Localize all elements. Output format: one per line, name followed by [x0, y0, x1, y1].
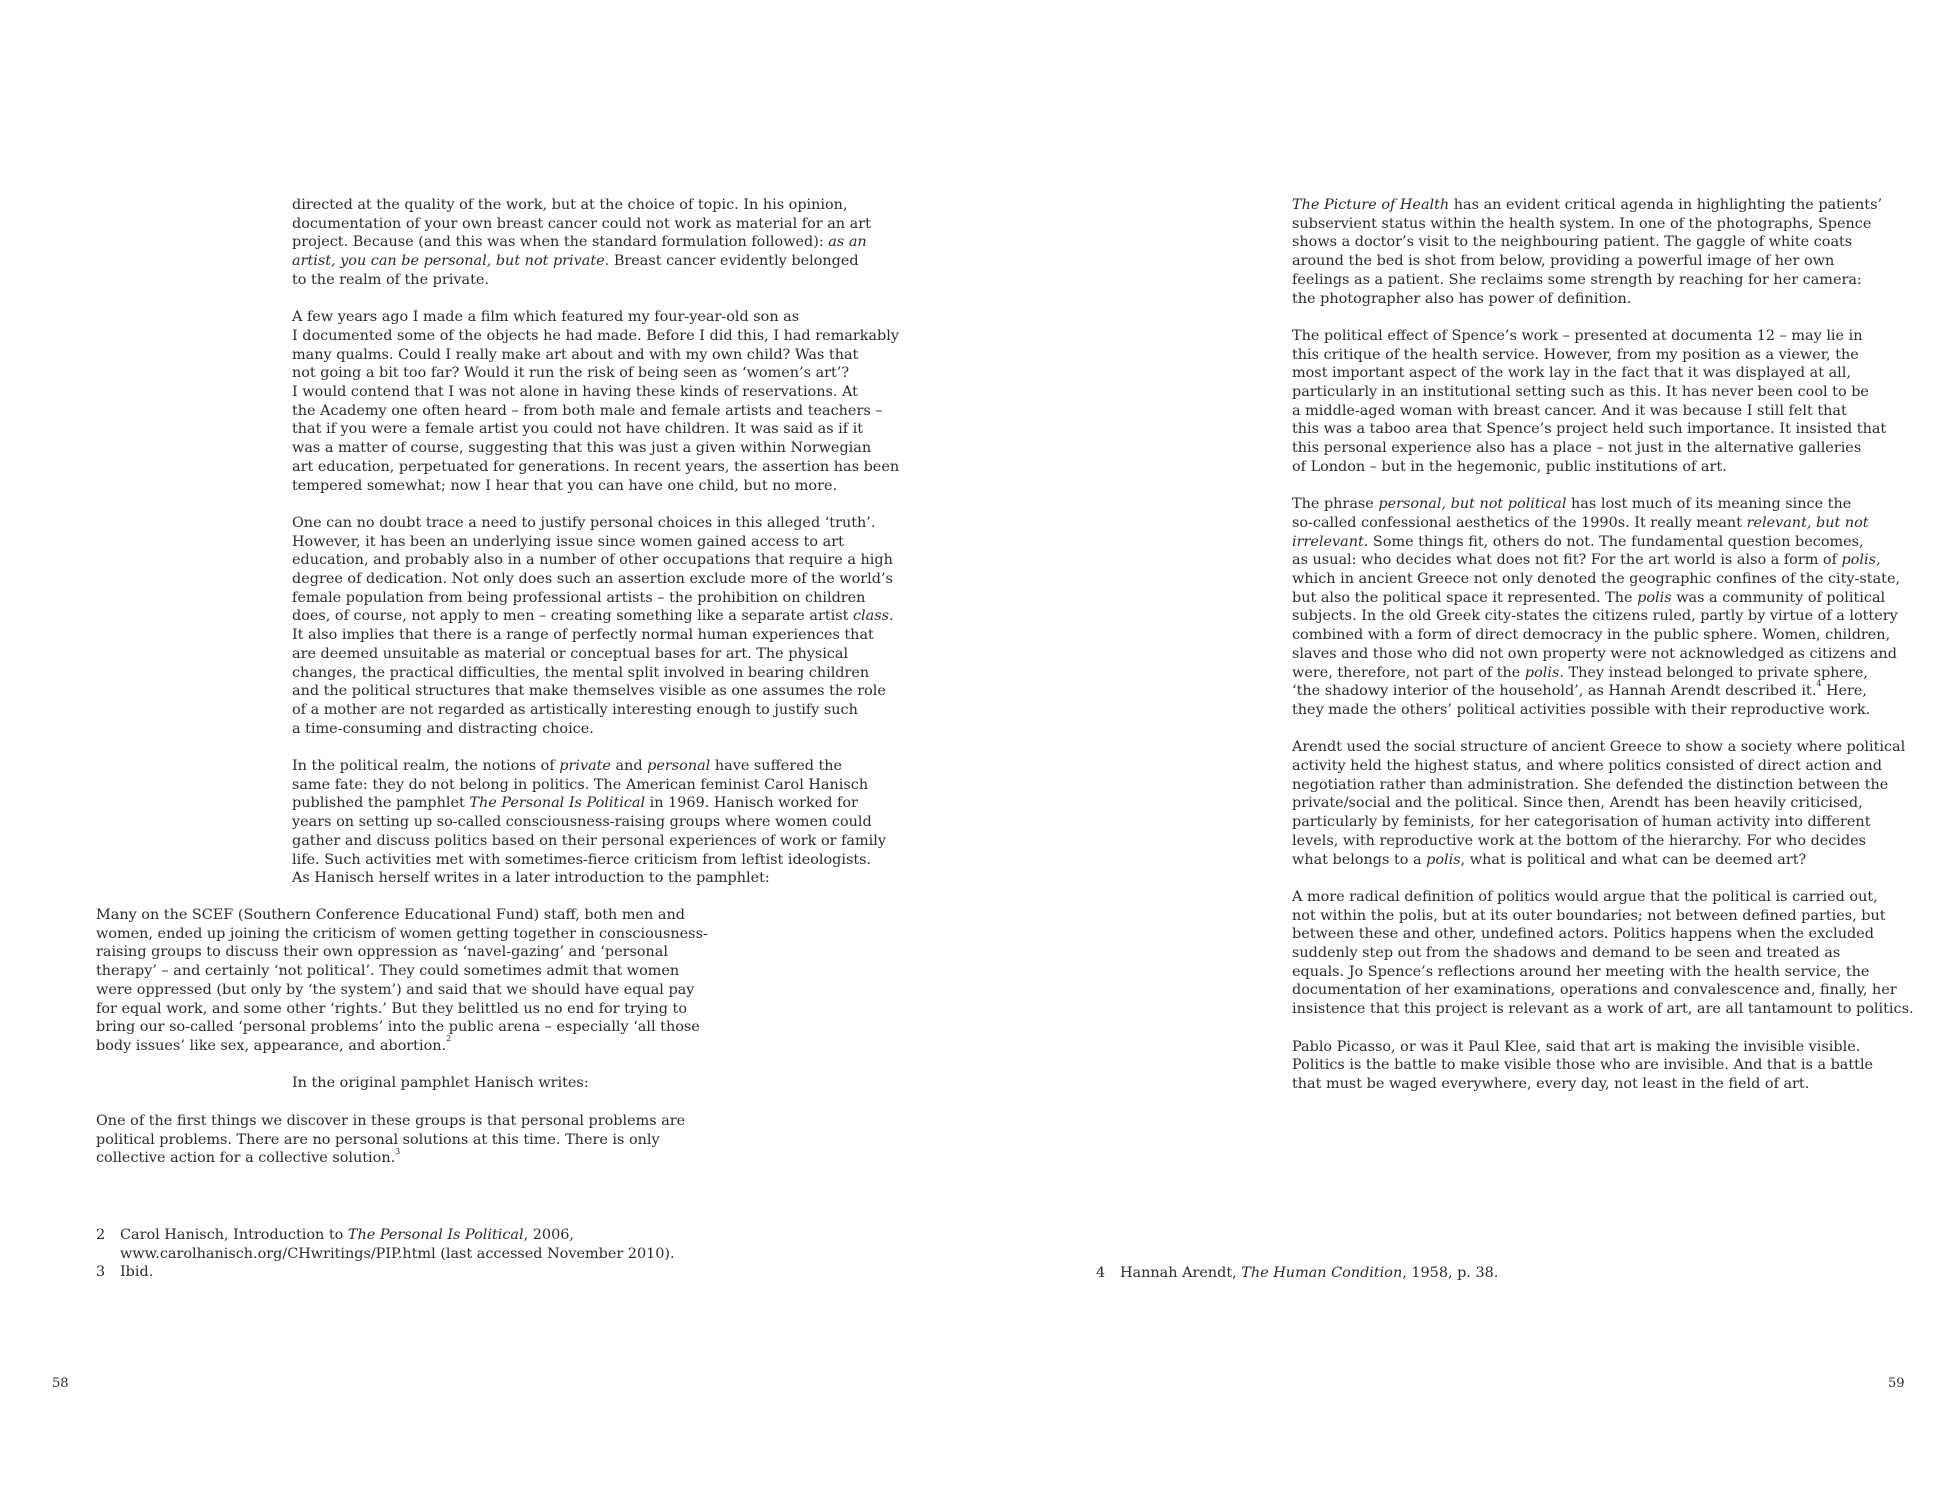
text-line: around the bed is shot from below, providing a powerful image of her own: [1292, 253, 1835, 270]
quote-line: were oppressed (but only by ‘the system’) and said that we should have equal pay: [96, 981, 695, 998]
right-page-main-text: [1292, 196, 1914, 1094]
quote-line: therapy’ – and certainly ‘not political’. They could sometimes admit that women: [96, 963, 680, 980]
text-line: tempered somewhat; now I hear that you can have one child, but no more.: [292, 477, 838, 494]
text-line: documentation of her examinations, operations and convalescence and, finally, her: [1292, 982, 1897, 999]
text-line: are deemed unsuitable as material or conceptual bases for art. The physical: [292, 645, 849, 662]
text-line: this was a taboo area that Spence’s project held such importance. It insisted that: [1292, 421, 1887, 438]
paragraph: [292, 308, 899, 495]
text-line: negotiation rather than administration. She defended the distinction between the: [1292, 776, 1889, 793]
text-line: subjects. In the old Greek city-states the citizens ruled, partly by virtue of a lottery: [1292, 608, 1898, 625]
text-line: particularly in an institutional setting such as this. It has never been cool to be: [1292, 384, 1869, 401]
text-line: The Picture of Health has an evident critical agenda in highlighting the patients’: [1292, 197, 1883, 213]
text-line: many qualms. Could I really make art about and with my own child? Was that: [292, 346, 859, 363]
footnote-text: [120, 1263, 153, 1282]
text-line: a time-consuming and distracting choice.: [292, 720, 594, 737]
text-line: levels, with reproductive work at the bottom of the hierarchy. For who decides: [1292, 832, 1867, 849]
text-line: In the political realm, the notions of private and personal have suffered the: [292, 758, 843, 775]
text-line: that if you were a female artist you could not have children. It was said as if it: [292, 421, 864, 438]
text-line: Arendt used the social structure of ancient Greece to show a society where political: [1292, 739, 1906, 756]
text-line: they made the others’ political activities possible with their reproductive work.: [1292, 701, 1871, 718]
text-line: not going a bit too far? Would it run the risk of being seen as ‘women’s art’?: [292, 365, 850, 382]
paragraph: [1292, 495, 1914, 719]
text-line: project. Because (and this was when the standard formulation followed): as an: [292, 234, 867, 251]
left-page-number: 58: [52, 1376, 69, 1391]
quote-line: for equal work, and some other ‘rights.’ But they belittled us no end for trying to: [96, 1000, 687, 1017]
paragraph: [1292, 738, 1914, 869]
footnote: [96, 1226, 675, 1263]
text-line: changes, the practical difficulties, the mental split involved in bearing children: [292, 664, 870, 681]
text-line: gather and discuss politics based on their personal experiences of work or family: [292, 832, 886, 849]
text-line: this personal experience also has a place – not just in the alternative galleries: [1292, 440, 1862, 457]
left-page-block-quote-2: [96, 1112, 685, 1168]
text-line: degree of dedication. Not only does such an assertion exclude more of the world’s: [292, 571, 893, 588]
text-line: that must be waged everywhere, every day, not least in the field of art.: [1292, 1075, 1810, 1092]
quote-line: raising groups to discuss their own oppression as ‘navel-gazing’ and ‘personal: [96, 944, 668, 961]
text-line: I would contend that I was not alone in having these kinds of reservations. At: [292, 384, 858, 401]
text-line: a middle-aged woman with breast cancer. And it was because I still felt that: [1292, 402, 1847, 419]
text-line: so-called confessional aesthetics of the 1990s. It really meant relevant, but not: [1292, 514, 1869, 531]
text-line: However, it has been an underlying issue since women gained access to art: [292, 533, 844, 550]
paragraph: [292, 757, 899, 888]
text-line: does, of course, not apply to men – creating something like a separate artist class.: [292, 608, 894, 625]
text-line: I documented some of the objects he had made. Before I did this, I had remarkably: [292, 327, 899, 344]
text-line: slaves and those who did not own property were not acknowledged as citizens and: [1292, 645, 1897, 662]
text-line: to the realm of the private.: [292, 271, 489, 288]
paragraph-gap: [1292, 869, 1914, 888]
text-line: as usual: who decides what does not fit? For the art world is also a form of polis,: [1292, 552, 1881, 569]
quote-line: collective action for a collective solution.$^3$: [96, 1146, 401, 1167]
text-line: but also the political space it represented. The polis was a community of political: [1292, 589, 1886, 606]
footnote-line: www.carolhanisch.org/CHwritings/PIP.html (last accessed November 2010).: [120, 1245, 675, 1262]
text-line: As Hanisch herself writes in a later introduction to the pamphlet:: [292, 870, 770, 887]
quote-line: body issues’ like sex, appearance, and abortion.$^2$: [96, 1034, 452, 1054]
paragraph-gap: [292, 738, 899, 757]
text-line: life. Such activities met with sometimes-fierce criticism from leftist ideologists.: [292, 851, 872, 868]
paragraph: [292, 196, 899, 290]
text-line: insistence that this project is relevant as a work of art, are all tantamount to politics.: [1292, 1001, 1914, 1018]
text-line: One can no doubt trace a need to justify personal choices in this alleged ‘truth’.: [292, 514, 876, 531]
footnote-text: [1120, 1264, 1498, 1283]
paragraph-gap: [1292, 1019, 1914, 1038]
text-line: of London – but in the hegemonic, public institutions of art.: [1292, 458, 1727, 475]
right-page-number: 59: [1888, 1376, 1905, 1391]
text-line: were, therefore, not part of the polis. They instead belonged to private sphere,: [1292, 664, 1868, 681]
text-line: activity held the highest status, and where politics consisted of direct action and: [1292, 758, 1882, 775]
paragraph-gap: [1292, 477, 1914, 496]
left-page-bridge-text: [292, 1074, 589, 1093]
text-line: shows a doctor’s visit to the neighbouring patient. The gaggle of white coats: [1292, 234, 1853, 251]
text-line: what belongs to a polis, what is political and what can be deemed art?: [1292, 851, 1807, 868]
quote-line: bring our so-called ‘personal problems’ into the public arena – especially ‘all those: [96, 1019, 700, 1036]
footnote: [96, 1263, 675, 1282]
footnote-text: [120, 1226, 675, 1263]
text-line: The political effect of Spence’s work – presented at documenta 12 – may lie in: [1292, 327, 1863, 344]
text-line: education, and probably also in a number of other occupations that require a high: [292, 552, 893, 569]
text-line: Politics is the battle to make visible those who are invisible. And that is a battle: [1292, 1057, 1874, 1074]
left-page-footnotes: [96, 1226, 675, 1282]
text-line: It also implies that there is a range of perfectly normal human experiences that: [292, 627, 874, 644]
text-line: irrelevant. Some things fit, others do not. The fundamental question becomes,: [1292, 533, 1864, 550]
text-line: the photographer also has power of definition.: [1292, 290, 1632, 307]
text-line: female population from being professional artists – the prohibition on children: [292, 589, 866, 606]
text-line: of a mother are not regarded as artistically interesting enough to justify such: [292, 701, 858, 718]
text-line: equals. Jo Spence’s reflections around her meeting with the health service, the: [1292, 963, 1870, 980]
footnote-number: 4: [1096, 1265, 1106, 1281]
text-line: feelings as a patient. She reclaims some strength by reaching for her camera:: [1292, 271, 1862, 288]
quote-line: Many on the SCEF (Southern Conference Educational Fund) staff, both men and: [96, 907, 685, 923]
left-page-main-text: [292, 196, 899, 888]
text-line: The phrase personal, but not political has lost much of its meaning since the: [1292, 496, 1852, 513]
text-line: subservient status within the health system. In one of the photographs, Spence: [1292, 215, 1872, 232]
left-page-block-quote-1: [96, 906, 708, 1056]
text-line: between these and other, undefined actors. Politics happens when the excluded: [1292, 926, 1874, 943]
paragraph-gap: [292, 290, 899, 309]
text-line: ‘the shadowy interior of the household’, as Hannah Arendt described it.$^4$ Here,: [1292, 679, 1867, 700]
paragraph: [1292, 1038, 1914, 1094]
bridge-line: In the original pamphlet Hanisch writes:: [292, 1075, 589, 1091]
text-line: combined with a form of direct democracy in the public sphere. Women, children,: [1292, 627, 1891, 644]
text-line: directed at the quality of the work, but at the choice of topic. In his opinion,: [292, 197, 848, 213]
paragraph: [1292, 196, 1914, 308]
text-line: this critique of the health service. However, from my position as a viewer, the: [1292, 346, 1859, 363]
quote-line: One of the first things we discover in these groups is that personal problems are: [96, 1113, 686, 1129]
text-line: suddenly step out from the shadows and demand to be seen and treated as: [1292, 945, 1841, 962]
paragraph-gap: [1292, 308, 1914, 327]
text-line: most important aspect of the work lay in the fact that it was displayed at all,: [1292, 365, 1851, 382]
text-line: A few years ago I made a film which featured my four-year-old son as: [292, 309, 800, 326]
quote-line: political problems. There are no personal solutions at this time. There is only: [96, 1131, 660, 1148]
right-page-footnotes: [1096, 1264, 1498, 1283]
text-line: years on setting up so-called consciousness-raising groups where women could: [292, 814, 872, 831]
text-line: and the political structures that make themselves visible as one assumes the role: [292, 683, 886, 700]
text-line: artist, you can be personal, but not private. Breast cancer evidently belonged: [292, 253, 859, 270]
footnote-number: 2: [96, 1227, 106, 1243]
footnote-line: Ibid.: [120, 1264, 154, 1281]
text-line: art education, perpetuated for generations. In recent years, the assertion has been: [292, 458, 900, 475]
text-line: published the pamphlet The Personal Is Political in 1969. Hanisch worked for: [292, 795, 858, 812]
footnote-line: Hannah Arendt, The Human Condition, 1958, p. 38.: [1120, 1265, 1499, 1281]
paragraph: [1292, 327, 1914, 477]
text-line: particularly by feminists, for her categorisation of human activity into different: [1292, 814, 1871, 831]
paragraph: [1292, 888, 1914, 1019]
footnote-number: 3: [96, 1264, 106, 1281]
text-line: same fate: they do not belong in politics. The American feminist Carol Hanisch: [292, 776, 869, 793]
text-line: Pablo Picasso, or was it Paul Klee, said that art is making the invisible visible.: [1292, 1038, 1861, 1055]
paragraph-gap: [292, 495, 899, 514]
quote-line: women, ended up joining the criticism of women getting together in consciousness-: [96, 925, 708, 942]
text-line: which in ancient Greece not only denoted the geographic confines of the city-state,: [1292, 571, 1901, 588]
text-line: not within the polis, but at its outer boundaries; not between defined parties, but: [1292, 907, 1886, 924]
paragraph: [292, 514, 899, 738]
text-line: private/social and the political. Since then, Arendt has been heavily criticised,: [1292, 795, 1863, 812]
text-line: the Academy one often heard – from both male and female artists and teachers –: [292, 402, 883, 419]
footnote: [1096, 1264, 1498, 1283]
text-line: A more radical definition of politics would argue that the political is carried out,: [1292, 888, 1878, 905]
footnote-line: Carol Hanisch, Introduction to The Personal Is Political, 2006,: [120, 1227, 574, 1243]
text-line: documentation of your own breast cancer could not work as material for an art: [292, 215, 871, 232]
text-line: was a matter of course, suggesting that this was just a given within Norwegian: [292, 440, 872, 457]
paragraph-gap: [1292, 720, 1914, 739]
